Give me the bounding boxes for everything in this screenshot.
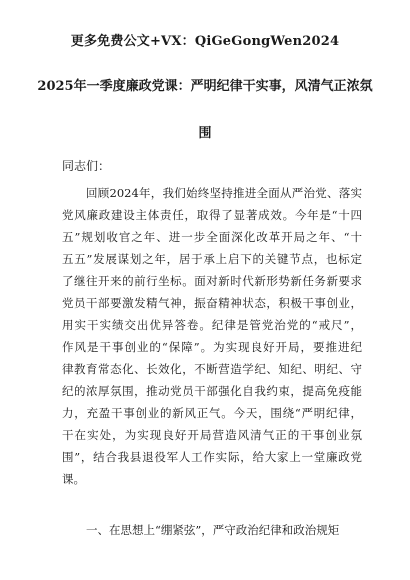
body-line: 律教育常态化、长效化，不断营造学纪、知纪、明纪、守 (62, 362, 362, 376)
body-line: 五”规划收官之年、进一步全面深化改革开局之年、“十 (62, 230, 362, 244)
body-line: 干在实处，为实现良好开局营造风清气正的干事创业氛 (62, 428, 362, 442)
body-line: 回顾2024年，我们始终坚持推进全面从严治党、落实 (86, 186, 362, 200)
body-line: 了继往开来的前行坐标。面对新时代新形势新任务新要求 (62, 274, 362, 288)
salutation: 同志们： (62, 159, 111, 173)
body-line: 纪的浓厚氛围，推动党员干部强化自我约束，提高免疫能 (62, 384, 362, 398)
body-paragraph (62, 182, 362, 490)
body-line: 作风是干事创业的“保障”。为实现良好开局，要推进纪 (62, 340, 362, 354)
body-line: 用实干实绩交出优异答卷。纪律是管党治党的“戒尺”， (62, 318, 362, 332)
section-heading: 一、在思想上“绷紧弦”，严守政治纪律和政治规矩 (86, 523, 340, 537)
body-line: 课。 (62, 472, 85, 486)
body-line: 五五”发展谋划之年，居于承上启下的关键节点，也标定 (62, 252, 362, 266)
watermark-header: 更多免费公文+VX：QiGeGongWen2024 (70, 34, 340, 49)
body-line: 党员干部要激发精气神，振奋精神状态，积极干事创业， (62, 296, 362, 310)
body-line: 党风廉政建设主体责任，取得了显著成效。今年是“十四 (62, 208, 362, 222)
document-title-line-1: 2025年一季度廉政党课：严明纪律干实事，风清气正浓氛 (37, 79, 373, 94)
body-line: 围”，结合我县退役军人工作实际，给大家上一堂廉政党 (62, 450, 362, 464)
body-line: 力，充盈干事创业的新风正气。今天，围绕“严明纪律， (62, 406, 362, 420)
document-title-line-2: 围 (198, 126, 212, 141)
